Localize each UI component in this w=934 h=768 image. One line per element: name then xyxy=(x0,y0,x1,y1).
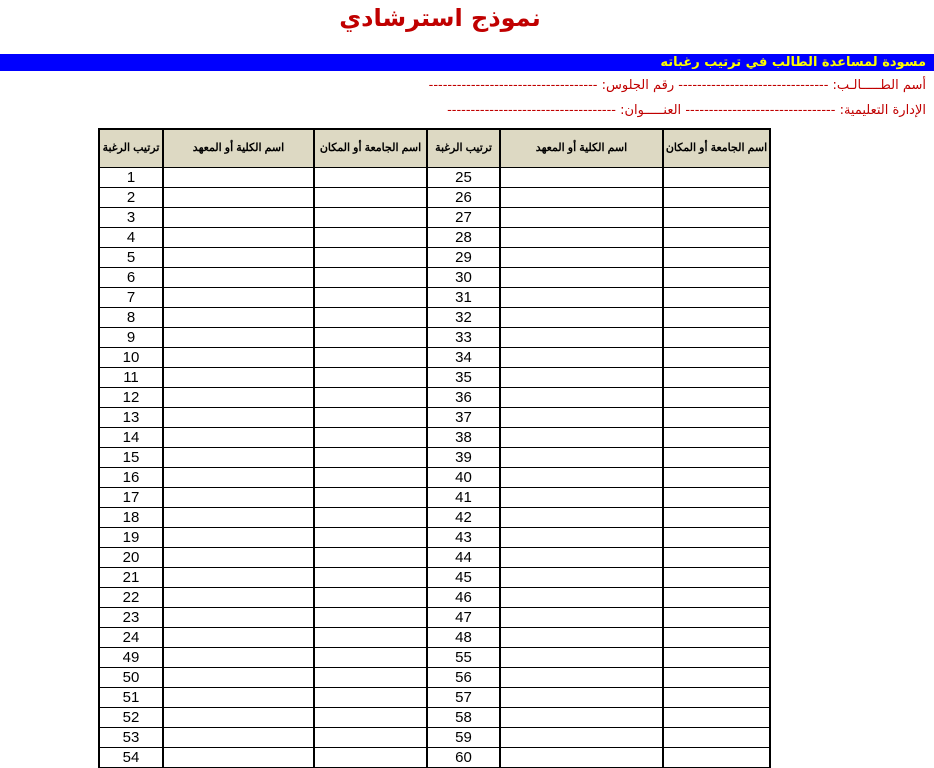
university-cell-left[interactable] xyxy=(314,748,427,768)
college-cell-left[interactable] xyxy=(163,348,314,368)
rank-cell-right: 30 xyxy=(427,268,500,288)
table-row xyxy=(99,188,770,208)
college-cell-right[interactable] xyxy=(500,388,663,408)
rank-cell-right: 46 xyxy=(427,588,500,608)
university-cell-right[interactable] xyxy=(663,348,770,368)
table-row xyxy=(99,288,770,308)
college-cell-right[interactable] xyxy=(500,508,663,528)
college-cell-right[interactable] xyxy=(500,588,663,608)
college-cell-right[interactable] xyxy=(500,268,663,288)
university-cell-left[interactable] xyxy=(314,408,427,428)
table-row xyxy=(99,208,770,228)
rank-cell-right: 58 xyxy=(427,708,500,728)
table-header-row xyxy=(99,129,770,168)
table-row xyxy=(99,428,770,448)
university-cell-left[interactable] xyxy=(314,428,427,448)
admin-address-row xyxy=(447,103,926,118)
university-cell-left[interactable] xyxy=(314,708,427,728)
college-cell-right[interactable] xyxy=(500,648,663,668)
rank-cell-left: 1 xyxy=(99,168,163,188)
university-cell-left[interactable] xyxy=(314,308,427,328)
rank-cell-left: 11 xyxy=(99,368,163,388)
university-cell-left[interactable] xyxy=(314,648,427,668)
college-cell-left[interactable] xyxy=(163,288,314,308)
rank-cell-right: 43 xyxy=(427,528,500,548)
table-row xyxy=(99,348,770,368)
university-cell-right[interactable] xyxy=(663,208,770,228)
university-cell-left[interactable] xyxy=(314,588,427,608)
college-cell-left[interactable] xyxy=(163,508,314,528)
seat-number-field[interactable]: ------------------------------------ xyxy=(428,78,598,93)
table-row xyxy=(99,408,770,428)
rank-cell-right: 37 xyxy=(427,408,500,428)
rank-cell-left: 15 xyxy=(99,448,163,468)
university-cell-right[interactable] xyxy=(663,708,770,728)
college-cell-right[interactable] xyxy=(500,408,663,428)
page-title: نموذج استرشادي xyxy=(339,4,541,32)
rank-cell-right: 60 xyxy=(427,748,500,768)
college-cell-left[interactable] xyxy=(163,468,314,488)
university-cell-left[interactable] xyxy=(314,168,427,188)
university-cell-right[interactable] xyxy=(663,568,770,588)
college-cell-right[interactable] xyxy=(500,208,663,228)
college-cell-right[interactable] xyxy=(500,668,663,688)
table-row xyxy=(99,168,770,188)
rank-cell-right: 41 xyxy=(427,488,500,508)
rank-cell-left: 21 xyxy=(99,568,163,588)
college-cell-left[interactable] xyxy=(163,548,314,568)
university-cell-right[interactable] xyxy=(663,468,770,488)
header-rank-left: ترتيب الرغبة xyxy=(99,129,163,168)
university-cell-right[interactable] xyxy=(663,228,770,248)
header-university-left: اسم الجامعة أو المكان xyxy=(314,129,427,168)
rank-cell-left: 17 xyxy=(99,488,163,508)
university-cell-left[interactable] xyxy=(314,348,427,368)
rank-cell-right: 42 xyxy=(427,508,500,528)
college-cell-left[interactable] xyxy=(163,368,314,388)
rank-cell-left: 2 xyxy=(99,188,163,208)
college-cell-left[interactable] xyxy=(163,388,314,408)
college-cell-right[interactable] xyxy=(500,488,663,508)
table-row xyxy=(99,548,770,568)
table-row xyxy=(99,448,770,468)
rank-cell-right: 45 xyxy=(427,568,500,588)
table-row xyxy=(99,308,770,328)
university-cell-left[interactable] xyxy=(314,668,427,688)
college-cell-left[interactable] xyxy=(163,568,314,588)
college-cell-right[interactable] xyxy=(500,468,663,488)
table-row xyxy=(99,508,770,528)
college-cell-right[interactable] xyxy=(500,348,663,368)
rank-cell-left: 8 xyxy=(99,308,163,328)
rank-cell-left: 49 xyxy=(99,648,163,668)
college-cell-right[interactable] xyxy=(500,328,663,348)
university-cell-left[interactable] xyxy=(314,548,427,568)
table-row xyxy=(99,248,770,268)
university-cell-right[interactable] xyxy=(663,648,770,668)
rank-cell-left: 54 xyxy=(99,748,163,768)
university-cell-right[interactable] xyxy=(663,668,770,688)
university-cell-left[interactable] xyxy=(314,368,427,388)
university-cell-left[interactable] xyxy=(314,728,427,748)
rank-cell-right: 28 xyxy=(427,228,500,248)
rank-cell-left: 23 xyxy=(99,608,163,628)
university-cell-right[interactable] xyxy=(663,428,770,448)
rank-cell-left: 53 xyxy=(99,728,163,748)
university-cell-right[interactable] xyxy=(663,328,770,348)
university-cell-right[interactable] xyxy=(663,308,770,328)
college-cell-left[interactable] xyxy=(163,528,314,548)
rank-cell-left: 4 xyxy=(99,228,163,248)
rank-cell-right: 56 xyxy=(427,668,500,688)
college-cell-right[interactable] xyxy=(500,708,663,728)
header-university-right: اسم الجامعة أو المكان xyxy=(663,129,770,168)
rank-cell-left: 16 xyxy=(99,468,163,488)
college-cell-right[interactable] xyxy=(500,748,663,768)
university-cell-left[interactable] xyxy=(314,688,427,708)
college-cell-right[interactable] xyxy=(500,288,663,308)
form-banner xyxy=(0,54,934,71)
university-cell-right[interactable] xyxy=(663,248,770,268)
college-cell-left[interactable] xyxy=(163,688,314,708)
college-cell-right[interactable] xyxy=(500,568,663,588)
university-cell-left[interactable] xyxy=(314,568,427,588)
college-cell-left[interactable] xyxy=(163,728,314,748)
college-cell-left[interactable] xyxy=(163,308,314,328)
university-cell-left[interactable] xyxy=(314,228,427,248)
university-cell-left[interactable] xyxy=(314,508,427,528)
rank-cell-right: 29 xyxy=(427,248,500,268)
university-cell-right[interactable] xyxy=(663,528,770,548)
college-cell-left[interactable] xyxy=(163,268,314,288)
college-cell-left[interactable] xyxy=(163,188,314,208)
university-cell-left[interactable] xyxy=(314,528,427,548)
banner-text: مسودة لمساعدة الطالب في ترتيب رغباته xyxy=(660,55,926,70)
college-cell-left[interactable] xyxy=(163,628,314,648)
table-row xyxy=(99,528,770,548)
college-cell-left[interactable] xyxy=(163,448,314,468)
college-cell-left[interactable] xyxy=(163,708,314,728)
university-cell-left[interactable] xyxy=(314,468,427,488)
table-row xyxy=(99,268,770,288)
university-cell-left[interactable] xyxy=(314,208,427,228)
table-row xyxy=(99,728,770,748)
table-row xyxy=(99,568,770,588)
student-name-row xyxy=(429,78,926,93)
rank-cell-right: 26 xyxy=(427,188,500,208)
university-cell-right[interactable] xyxy=(663,688,770,708)
college-cell-left[interactable] xyxy=(163,328,314,348)
university-cell-right[interactable] xyxy=(663,448,770,468)
table-row xyxy=(99,368,770,388)
table-row xyxy=(99,608,770,628)
table-row xyxy=(99,668,770,688)
college-cell-left[interactable] xyxy=(163,168,314,188)
rank-cell-right: 25 xyxy=(427,168,500,188)
college-cell-right[interactable] xyxy=(500,628,663,648)
university-cell-right[interactable] xyxy=(663,188,770,208)
university-cell-right[interactable] xyxy=(663,748,770,768)
college-cell-left[interactable] xyxy=(163,408,314,428)
rank-cell-left: 7 xyxy=(99,288,163,308)
university-cell-right[interactable] xyxy=(663,268,770,288)
table-row xyxy=(99,488,770,508)
college-cell-right[interactable] xyxy=(500,528,663,548)
university-cell-left[interactable] xyxy=(314,608,427,628)
rank-cell-left: 24 xyxy=(99,628,163,648)
college-cell-left[interactable] xyxy=(163,648,314,668)
rank-cell-left: 12 xyxy=(99,388,163,408)
university-cell-left[interactable] xyxy=(314,188,427,208)
rank-cell-left: 51 xyxy=(99,688,163,708)
table-row xyxy=(99,688,770,708)
college-cell-left[interactable] xyxy=(163,608,314,628)
college-cell-left[interactable] xyxy=(163,488,314,508)
rank-cell-right: 36 xyxy=(427,388,500,408)
college-cell-right[interactable] xyxy=(500,548,663,568)
university-cell-left[interactable] xyxy=(314,488,427,508)
college-cell-left[interactable] xyxy=(163,208,314,228)
rank-cell-left: 10 xyxy=(99,348,163,368)
rank-cell-left: 22 xyxy=(99,588,163,608)
rank-cell-left: 13 xyxy=(99,408,163,428)
university-cell-right[interactable] xyxy=(663,588,770,608)
college-cell-right[interactable] xyxy=(500,228,663,248)
rank-cell-right: 38 xyxy=(427,428,500,448)
college-cell-right[interactable] xyxy=(500,448,663,468)
college-cell-left[interactable] xyxy=(163,748,314,768)
college-cell-left[interactable] xyxy=(163,668,314,688)
table-row xyxy=(99,468,770,488)
university-cell-right[interactable] xyxy=(663,508,770,528)
college-cell-right[interactable] xyxy=(500,368,663,388)
rank-cell-left: 52 xyxy=(99,708,163,728)
university-cell-right[interactable] xyxy=(663,288,770,308)
rank-cell-left: 6 xyxy=(99,268,163,288)
university-cell-right[interactable] xyxy=(663,368,770,388)
table-row xyxy=(99,648,770,668)
rank-cell-right: 31 xyxy=(427,288,500,308)
rank-cell-right: 44 xyxy=(427,548,500,568)
student-name-field[interactable]: -------------------------------- xyxy=(678,78,829,93)
student-name-label: أسم الطـــــالـب: xyxy=(832,78,926,93)
university-cell-right[interactable] xyxy=(663,168,770,188)
rank-cell-right: 47 xyxy=(427,608,500,628)
rank-cell-right: 33 xyxy=(427,328,500,348)
table-row xyxy=(99,628,770,648)
university-cell-right[interactable] xyxy=(663,628,770,648)
college-cell-right[interactable] xyxy=(500,248,663,268)
college-cell-right[interactable] xyxy=(500,188,663,208)
rank-cell-left: 19 xyxy=(99,528,163,548)
college-cell-right[interactable] xyxy=(500,308,663,328)
rank-cell-right: 32 xyxy=(427,308,500,328)
college-cell-right[interactable] xyxy=(500,168,663,188)
university-cell-left[interactable] xyxy=(314,628,427,648)
address-field[interactable]: ------------------------------------ xyxy=(447,103,616,118)
address-label: العنـــــوان: xyxy=(620,103,682,118)
rank-cell-left: 20 xyxy=(99,548,163,568)
table-row xyxy=(99,748,770,768)
university-cell-right[interactable] xyxy=(663,728,770,748)
rank-cell-right: 35 xyxy=(427,368,500,388)
university-cell-right[interactable] xyxy=(663,488,770,508)
university-cell-right[interactable] xyxy=(663,608,770,628)
admin-field[interactable]: -------------------------------- xyxy=(685,103,836,118)
university-cell-left[interactable] xyxy=(314,268,427,288)
rank-cell-right: 39 xyxy=(427,448,500,468)
rank-cell-left: 3 xyxy=(99,208,163,228)
university-cell-left[interactable] xyxy=(314,248,427,268)
table-row xyxy=(99,328,770,348)
university-cell-right[interactable] xyxy=(663,408,770,428)
rank-cell-right: 59 xyxy=(427,728,500,748)
college-cell-left[interactable] xyxy=(163,248,314,268)
table-row xyxy=(99,388,770,408)
college-cell-left[interactable] xyxy=(163,228,314,248)
university-cell-right[interactable] xyxy=(663,388,770,408)
rank-cell-right: 57 xyxy=(427,688,500,708)
college-cell-right[interactable] xyxy=(500,728,663,748)
rank-cell-left: 9 xyxy=(99,328,163,348)
college-cell-left[interactable] xyxy=(163,588,314,608)
rank-cell-left: 50 xyxy=(99,668,163,688)
rank-cell-right: 27 xyxy=(427,208,500,228)
college-cell-right[interactable] xyxy=(500,428,663,448)
table-row xyxy=(99,588,770,608)
college-cell-left[interactable] xyxy=(163,428,314,448)
table-row xyxy=(99,228,770,248)
table-row xyxy=(99,708,770,728)
preferences-table xyxy=(98,128,771,768)
admin-label: الإدارة التعليمية: xyxy=(839,103,926,118)
header-college-right: اسم الكلية أو المعهد xyxy=(500,129,663,168)
rank-cell-left: 14 xyxy=(99,428,163,448)
university-cell-left[interactable] xyxy=(314,328,427,348)
header-rank-right: ترتيب الرغبة xyxy=(427,129,500,168)
header-college-left: اسم الكلية أو المعهد xyxy=(163,129,314,168)
rank-cell-left: 18 xyxy=(99,508,163,528)
rank-cell-right: 40 xyxy=(427,468,500,488)
college-cell-right[interactable] xyxy=(500,688,663,708)
seat-number-label: رقم الجلوس: xyxy=(601,78,675,93)
university-cell-left[interactable] xyxy=(314,388,427,408)
rank-cell-right: 34 xyxy=(427,348,500,368)
rank-cell-left: 5 xyxy=(99,248,163,268)
university-cell-right[interactable] xyxy=(663,548,770,568)
university-cell-left[interactable] xyxy=(314,288,427,308)
rank-cell-right: 55 xyxy=(427,648,500,668)
college-cell-right[interactable] xyxy=(500,608,663,628)
rank-cell-right: 48 xyxy=(427,628,500,648)
university-cell-left[interactable] xyxy=(314,448,427,468)
